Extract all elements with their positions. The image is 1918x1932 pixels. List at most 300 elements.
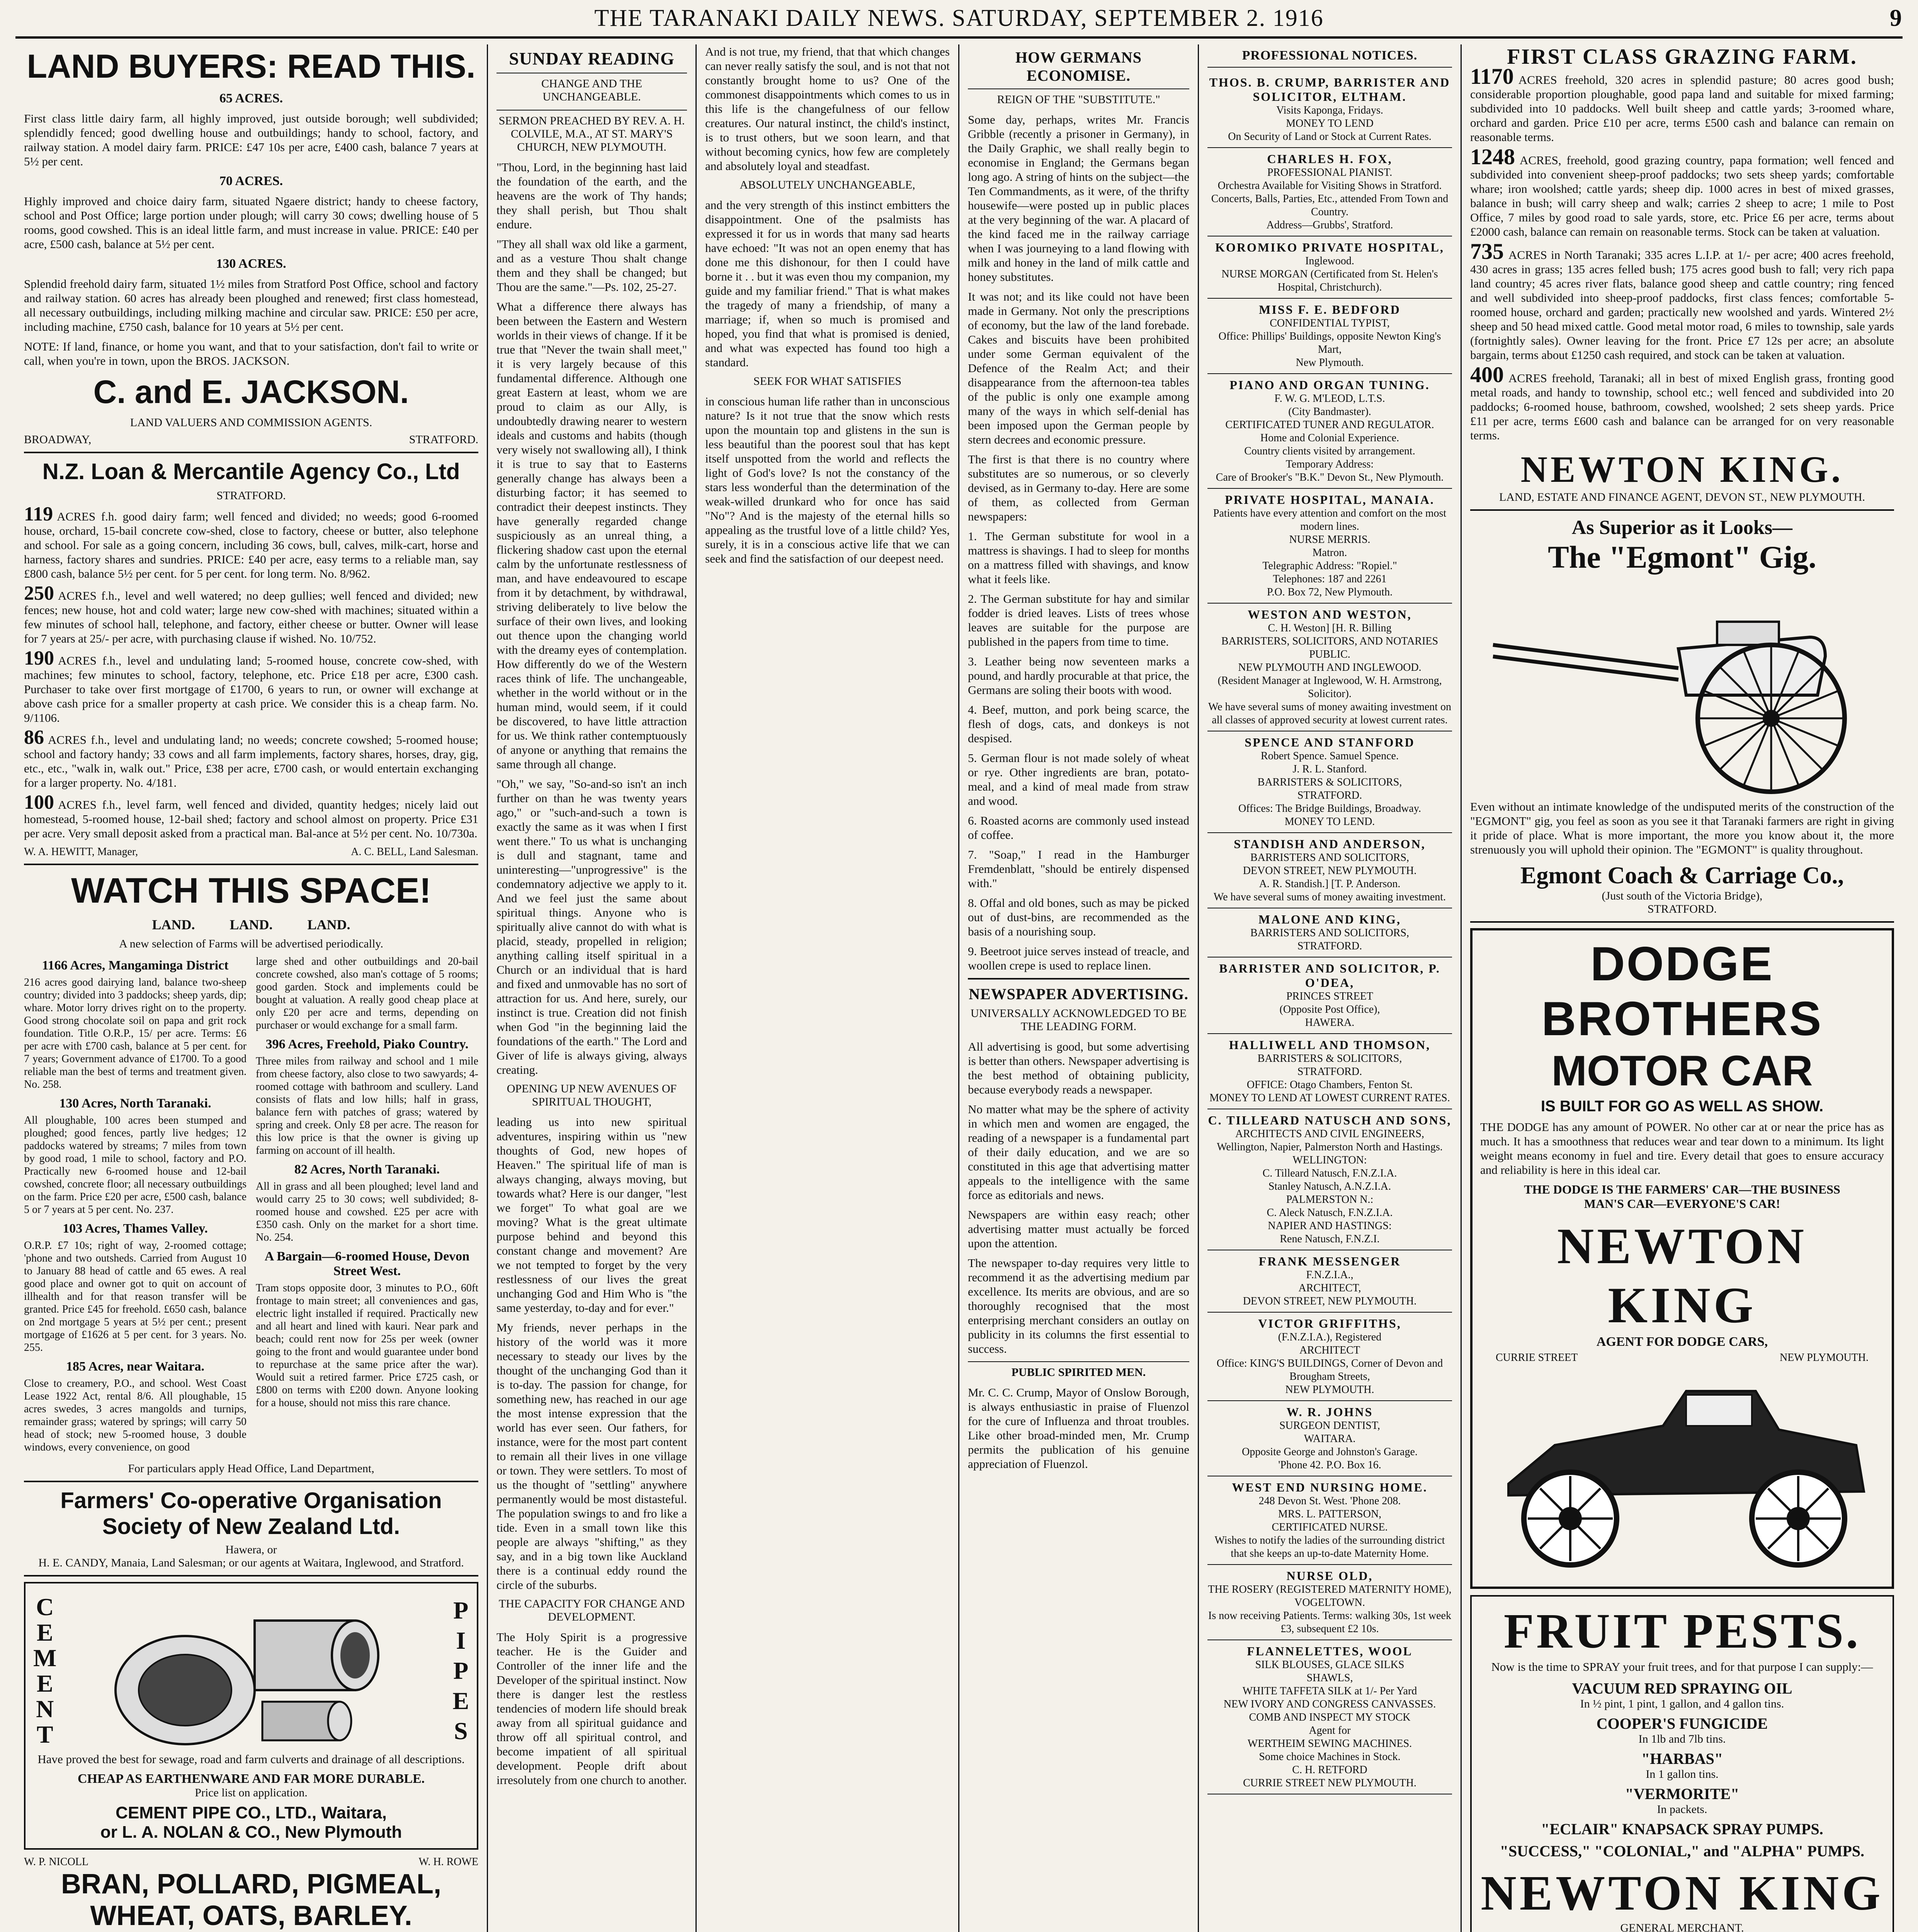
notice-line: OFFICE: Otago Chambers, Fenton St. [1246, 1079, 1413, 1091]
notice-line: Matron. [1312, 547, 1347, 559]
notice-line: (City Bandmaster). [1288, 406, 1371, 418]
notice-line: PRINCES STREET [1286, 990, 1373, 1002]
notice-line: Telephones: 187 and 2261 [1273, 573, 1387, 585]
ad-footer: For particulars apply Head Office, Land Department, [128, 1462, 374, 1475]
note-text: NOTE: If land, finance, or home you want, and that to your satisfaction, don't fail to write or call, when you're in town, upon the BROS. JACKSON. [24, 340, 478, 367]
product-line: "ECLAIR" KNAPSACK SPRAY PUMPS. [1541, 1820, 1823, 1838]
firm-place: STRATFORD. [1647, 903, 1717, 915]
notice-line: CONFIDENTIAL TYPIST, [1270, 317, 1390, 329]
listing-item [24, 726, 478, 790]
section-head: 65 ACRES. [219, 91, 283, 105]
listing-text: ACRES f.h., level farm, well fenced and divided, quantity hedges; nicely laid out homestead, 5-roomed house, 12-bail shed; factory and school almost on property. Price £31 per acre. Very small deposit asked from a practical man. Bal-ance at 5½ per cent. No. 10/730a. [24, 798, 478, 840]
notice-line: A. R. Standish.] [T. P. Anderson. [1259, 878, 1401, 890]
article-paragraph: And is not true, my friend, that that which changes can never really satisfy the soul, and is not that not constantly brought home to us? One of the commonest disappointments which comes to us in this life is the changefulness of our fellow creatures. Our natural instinct, the child's instinct, is to trust others, but we soon learn, and that without becoming cynics, how few are completely and absolutely loyal and steadfast. [705, 45, 950, 173]
notice-line: ARCHITECT [1299, 1344, 1360, 1356]
firm-name: CEMENT PIPE CO., LTD., Waitara, [116, 1803, 387, 1822]
acre-number: 1248 [1470, 144, 1515, 169]
professional-notice [1207, 833, 1452, 908]
cement-letter: N [36, 1695, 54, 1723]
notice-name: WEST END NURSING HOME. [1232, 1480, 1428, 1494]
ad-text: Have proved the best for sewage, road and farm culverts and drainage of all descriptions. [37, 1752, 465, 1766]
article-paragraph: The first is that there is no country where substitutes are so numerous, or so cleverly devised, as in Germany to-day. Here are some of them, as collected from German newspapers: [968, 452, 1189, 523]
article-subhead: THE CAPACITY FOR CHANGE AND DEVELOPMENT. [498, 1597, 685, 1623]
notice-line: Agent for [1309, 1725, 1351, 1736]
notice-line: ARCHITECT, [1298, 1282, 1361, 1294]
notice-line: DEVON STREET, NEW PLYMOUTH. [1243, 865, 1417, 877]
product-line: In ½ pint, 1 pint, 1 gallon, and 4 gallon tins. [1580, 1697, 1784, 1710]
pipes-letters [452, 1595, 469, 1746]
professional-notices [1207, 71, 1452, 1794]
notice-line: MONEY TO LEND [1286, 117, 1374, 129]
pipes-letter: I [456, 1627, 466, 1654]
firm-name: Egmont Coach & Carriage Co., [1520, 862, 1844, 889]
notice-name: PIANO AND ORGAN TUNING. [1229, 378, 1430, 392]
product-line: "SUCCESS," "COLONIAL," and "ALPHA" PUMPS. [1500, 1842, 1865, 1860]
notice-line: Wellington, Napier, Palmerston North and Hastings. [1217, 1141, 1443, 1153]
column-3 [695, 44, 958, 1932]
notice-name: CHARLES H. FOX, [1267, 152, 1393, 166]
notice-line: CERTIFICATED TUNER AND REGULATOR. [1225, 419, 1434, 431]
notice-line: C. H. RETFORD [1292, 1764, 1367, 1776]
professional-notice [1207, 1034, 1452, 1109]
professional-notice [1207, 374, 1452, 489]
ad-title: MOTOR CAR [1551, 1047, 1813, 1095]
notice-name: BARRISTER AND SOLICITOR, P. O'DEA, [1219, 961, 1440, 990]
ad-title-2: Society of New Zealand Ltd. [102, 1514, 400, 1539]
notice-line: 248 Devon St. West. 'Phone 208. [1258, 1495, 1401, 1507]
article-title: HOW GERMANS ECONOMISE. [1015, 49, 1142, 84]
listing-group [24, 503, 478, 840]
listing-text: ACRES, freehold, good grazing country, papa formation; well fenced and subdivided into convenient sheep-proof paddocks; two sets sheep yards; comfortable whare; iron woolshed; cattle yards; sheep dip. 1000 acres in best of mixed grasses, balance in bush; will carry sheep and walk; carries 2 sheep to acre; 1 mile to Post Office, 7 miles by good road to sale yards, store, etc. Price £6 per acre, terms about £2000 cash, balance can remain on reasonable terms. Stock can be taken at valuation. [1470, 153, 1894, 238]
listing-text: First class little dairy farm, all highly improved, just outside borough; well subdivided; splendidly fenced; good dwelling house and outbuildings; handy to school, factory, and railway station. A model dairy farm. PRICE: £47 10s per acre, £400 cash, balance 7 years at 5½ per cent. [24, 112, 478, 168]
article-paragraph: Some day, perhaps, writes Mr. Francis Gribble (recently a prisoner in Germany), in the Daily Graphic, we shall really begin to economise in England; the Germans began long ago. A string of hints on the subject—the Ten Commandments, as it were, of the thrifty housewife—were posted up in public places at the very beginning of the war. A placard of the kind faced me in the railway carriage when I was journeying to a land flowing with milk and honey in the land of milk cattle and honey substitutes. [968, 113, 1189, 284]
listing-item [24, 503, 478, 581]
cement-letter: T [36, 1721, 53, 1748]
acre-number: 400 [1470, 362, 1504, 387]
listing-text: Highly improved and choice dairy farm, situated Ngaere district; handy to cheese factory, school and Post Office; large portion under plough; will carry 30 cows; dwelling house of 5 rooms, good cowshed. This is an ideal little farm, and must increase in value. PRICE: £40 per acre, £500 cash, balance at 5½ per cent. [24, 194, 478, 251]
article-paragraph: The Holy Spirit is a progressive teacher. He is the Guider and Controller of the inner life and the Developer of the spiritual instinct. Now there is danger lest the restless tendencies of modern life should break away from all spiritual guidance and throw off all spiritual control, and become impatient of all spiritual development. People drift about irresolutely from one church to another. [497, 1630, 687, 1787]
firm-subtitle: GENERAL MERCHANT. [1620, 1922, 1744, 1932]
product-line: COOPER'S FUNGICIDE [1596, 1715, 1768, 1732]
cement-letter: C [36, 1593, 54, 1621]
article-body [497, 160, 687, 1787]
ad-intro: A new selection of Farms will be advertised periodically. [119, 937, 383, 950]
professional-notice [1207, 731, 1452, 833]
column-2 [487, 44, 695, 1932]
article-paragraph: leading us into new spiritual adventures, inspiring within us "new thoughts of God, new hopes of Heaven." The spiritual life of man is always changing, always moving, but towards what? Here is our danger, "lest we forget" To what goal are we moving? What is the great ultimate purpose behind and beyond this constant change and movement? Are we not tempted to forget by the very restlessness of our lives the great unchanging God and Him Who is "the same yesterday, to-day and for ever." [497, 1115, 687, 1315]
firm-name: C. and E. JACKSON. [93, 374, 409, 410]
column-5 [1198, 44, 1461, 1932]
professional-notice [1207, 1250, 1452, 1313]
pipes-letter: P [453, 1657, 469, 1684]
article-subtitle: UNIVERSALLY ACKNOWLEDGED TO BE THE LEADING FORM. [971, 1007, 1187, 1033]
notice-line: 'Phone 42. P.O. Box 16. [1278, 1459, 1381, 1471]
listing-item [1470, 362, 1894, 442]
proprietor-left: W. P. NICOLL [24, 1856, 88, 1868]
notice-line: WAITARA. [1304, 1433, 1356, 1445]
ad-claim: THE DODGE IS THE FARMERS' CAR—THE BUSINESS [1524, 1182, 1840, 1196]
notice-line: Office: KING'S BUILDINGS, Corner of Devon and Brougham Streets, [1216, 1357, 1443, 1383]
notice-line: J. R. L. Stanford. [1292, 763, 1367, 775]
pipes-illustration [108, 1590, 401, 1752]
section-title: PROFESSIONAL NOTICES. [1242, 48, 1418, 63]
notice-line: HAWERA. [1305, 1017, 1355, 1029]
rowe-ad [24, 1856, 478, 1932]
notice-line: F. W. G. M'LEOD, L.T.S. [1274, 393, 1385, 405]
notice-line: Orchestra Available for Visiting Shows in Stratford. [1217, 180, 1442, 192]
notice-line: Temporary Address: [1285, 458, 1374, 470]
article-subhead: ABSOLUTELY UNCHANGEABLE, [740, 179, 915, 191]
article-paragraph: My friends, never perhaps in the history of the world was it more necessary to steady our lives by the thought of the unchanging God than it is to-day. The passion for change, for something new, has reached in our age the most intense expression that the world has ever seen. Our fathers, for instance, were for the most part content to remain all their lives in one village or town. They were settlers. To most of us the thought of "settling" anywhere permanently would be most distasteful. The population swings to and fro like a tide. Even in a small town like this people are always "shifting," as they say, and in a big town like Auckland there is a continual eddy round the circle of the suburbs. [497, 1321, 687, 1592]
article-paragraph: 8. Offal and old bones, such as may be picked out of dust-bins, are recommended as the basis of a nourishing soup. [968, 896, 1189, 938]
notice-line: CERTIFICATED NURSE. [1272, 1521, 1388, 1533]
article-body [705, 44, 950, 566]
article-paragraph: and the very strength of this instinct embitters the disappointment. One of the psalmists has expressed it for us in words that many sad hearts have echoed: "It was not an open enemy that has done me this dishonour, for then I could have borne it . . but it was even thou my companion, my guide and my familiar friend." That is what makes the tragedy of many a friendship, of many a marriage; if, when so much is promised and hoped, you find that what is promised is denied, and what was expected has found too high a standard. [705, 198, 950, 369]
listing-column-left [24, 955, 247, 1459]
notice-line: BARRISTERS AND SOLICITORS, [1250, 927, 1409, 939]
notice-line: P.O. Box 72, New Plymouth. [1267, 586, 1393, 598]
column-4 [958, 44, 1198, 1932]
land-buyers-ad [24, 48, 478, 446]
article-paragraph: 2. The German substitute for hay and similar fodder is dried leaves. Lists of trees whose leaves are suitable for the purpose are published in the papers from time to time. [968, 592, 1189, 648]
address-right: NEW PLYMOUTH. [1779, 1352, 1869, 1364]
proprietor-right: W. H. ROWE [418, 1856, 478, 1868]
notice-line: NEW PLYMOUTH. [1285, 1384, 1374, 1396]
notice-name: THOS. B. CRUMP, BARRISTER AND SOLICITOR, ELTHAM. [1209, 75, 1450, 104]
acre-number: 735 [1470, 239, 1504, 264]
ad-pretitle: As Superior as it Looks— [1571, 517, 1793, 539]
article-paragraph: 3. Leather being now seventeen marks a pound, and hardly procurable at that price, the Germans are soling their boots with wood. [968, 655, 1189, 697]
address-right: STRATFORD. [409, 433, 478, 446]
listing-group [1470, 64, 1894, 442]
notice-line: MONEY TO LEND. [1284, 816, 1375, 828]
listing-column-right [256, 955, 478, 1459]
notice-line: ARCHITECTS AND CIVIL ENGINEERS, [1235, 1128, 1424, 1140]
column-1 [15, 44, 487, 1932]
product-line: In 1 gallon tins. [1646, 1768, 1719, 1781]
notice-name: MALONE AND KING, [1258, 912, 1401, 926]
listing-head: 103 Acres, Thames Valley. [63, 1221, 208, 1236]
notice-line: Home and Colonial Experience. [1260, 432, 1399, 444]
notice-line: BARRISTERS & SOLICITORS, [1257, 776, 1402, 788]
notice-name: PRIVATE HOSPITAL, MANAIA. [1225, 493, 1435, 507]
listing-text: ACRES f.h., level and well watered; no deep gullies; well fenced and divided; new fences; new house, hot and cold water; large new cow-shed with machines; situated within a few minutes of school hall, telephone, and factory, either cheese or butter. Owner will lease for 7 years at 25/- per acre, with purchasing clause if wished. No. 10/752. [24, 589, 478, 645]
acre-number: 86 [24, 726, 44, 748]
ad-tagline: IS BUILT FOR GO AS WELL AS SHOW. [1541, 1098, 1824, 1115]
ad-title: N.Z. Loan & Mercantile Agency Co., Ltd [42, 459, 460, 484]
listing-head: 1166 Acres, Mangaminga District [42, 958, 229, 973]
notice-line: Offices: The Bridge Buildings, Broadway. [1238, 803, 1421, 815]
listing-text: ACRES freehold, Taranaki; all in best of mixed English grass, fronting good metal roads, and handy to township, school etc.; well fenced and subdivided into 20 paddocks; 6-roomed house, bathroom, cowshed, woolshed; 2 sets sheep yards. Price £11 per acre, terms £600 cash and balance can be arranged for on very reasonable terms. [1470, 371, 1894, 442]
notice-line: C. H. Weston] [H. R. Billing [1268, 622, 1392, 634]
professional-notice [1207, 236, 1452, 299]
notice-line: SILK BLOUSES, GLACE SILKS [1255, 1659, 1404, 1671]
notice-line: On Security of Land or Stock at Current Rates. [1228, 131, 1432, 143]
listing-text: All in grass and all been ploughed; level land and would carry 25 to 30 cows; well subdivided; 8-roomed house and cowshed. £25 per acre with £350 cash. Only on the market for a short time. No. 254. [256, 1180, 478, 1243]
notice-line: C. Aleck Natusch, F.N.Z.I.A. [1267, 1207, 1393, 1219]
notice-line: Patients have every attention and comfort on the most modern lines. [1213, 507, 1447, 532]
article-subtitle: SERMON PREACHED BY REV. A. H. COLVILE, M.A., AT ST. MARY'S CHURCH, NEW PLYMOUTH. [498, 114, 685, 153]
cement-letters [33, 1594, 56, 1747]
listing-head: 130 Acres, North Taranaki. [59, 1096, 211, 1111]
ad-place: STRATFORD. [216, 489, 286, 502]
notice-line: Visits Kaponga, Fridays. [1276, 104, 1383, 116]
listing-head: 82 Acres, North Taranaki. [294, 1162, 440, 1177]
notice-line: (Opposite Post Office), [1279, 1003, 1380, 1015]
ad-tagline: CHEAP AS EARTHENWARE AND FAR MORE DURABLE. [77, 1772, 425, 1786]
acre-number: 1170 [1470, 64, 1514, 89]
notice-name: STANDISH AND ANDERSON, [1234, 837, 1426, 851]
ad-text: THE DODGE has any amount of POWER. No other car at or near the price has as much. It has a smoothness that reduces wear and tear down to a minimum. Its light weight means economy in fuel and tire. Every detail that goes to ensure accuracy and reliability is here in this ideal car. [1480, 1120, 1884, 1177]
notice-line: STRATFORD. [1297, 1066, 1362, 1078]
listing-head: 185 Acres, near Waitara. [66, 1359, 204, 1374]
page-number: 9 [1890, 5, 1903, 31]
acre-number: 119 [24, 503, 53, 525]
notice-line: NEW IVORY AND CONGRESS CANVASSES. [1223, 1698, 1436, 1710]
firm-name: NEWTON KING [1557, 1218, 1807, 1333]
listing-text: Tram stops opposite door, 3 minutes to P.O., 60ft frontage to main street; all conveniences and gas, electric light installed if required. Practically new and all heart and lined with kauri. Near park and beach; could rent now for 25s per week (owner going to the front and would guarantee under bond to repurchase at the same price after the war). Would suit a retired farmer. Price £725 cash, or £800 on terms with £200 down. Anyone looking for a house, should not miss this rare chance. [256, 1282, 478, 1409]
notice-line: Address—Grubbs', Stratford. [1266, 219, 1393, 231]
notice-line: BARRISTERS AND SOLICITORS, [1250, 852, 1409, 864]
article-paragraph: The newspaper to-day requires very little to recommend it as the advertising medium par excellence. Its merits are obvious, and are so thoroughly recognised that the most enterprising merchant considers an outlay on publicity in its columns the first essential to success. [968, 1256, 1189, 1355]
notice-line: THE ROSERY (REGISTERED MATERNITY HOME), VOGELTOWN. [1208, 1583, 1452, 1609]
notice-name: SPENCE AND STANFORD [1245, 735, 1415, 749]
section-head: 70 ACRES. [219, 174, 283, 188]
listing-text: ACRES f.h., level and undulating land; no weeds; concrete cowshed; 5-roomed house; school and factory handy; 33 cows and all farm implements, factory shares, horses, dray, gig, etc., etc., "walk in, walk out." Price, £38 per acre, £700 cash, or would entertain exchanging for a larger property. No. 4/181. [24, 733, 478, 789]
notice-name: KOROMIKO PRIVATE HOSPITAL, [1215, 240, 1444, 254]
notice-line: Concerts, Balls, Parties, Etc., attended From Town and Country. [1211, 193, 1449, 218]
agent-label: AGENT FOR DODGE CARS, [1596, 1335, 1768, 1349]
notice-name: W. R. JOHNS [1286, 1405, 1373, 1419]
article-paragraph: Newspapers are within easy reach; other advertising matter must actually be forced upon the attention. [968, 1208, 1189, 1250]
ad-place: Hawera, or [225, 1543, 277, 1556]
product-list [1479, 1679, 1885, 1860]
salesman-name: A. C. BELL, Land Salesman. [351, 846, 478, 858]
notice-line: (Resident Manager at Inglewood, W. H. Armstrong, Solicitor). [1217, 675, 1442, 700]
cement-letter: M [33, 1644, 57, 1672]
listing-text: O.R.P. £7 10s; right of way, 2-roomed cottage; 'phone and two outsheds. Carried from August 10 to January 88 head of cattle and 65 ewes. A real good place and owner got to quit on account of illhealth and for that reason transfer will be granted. Price £45 for freehold. £650 cash, balance on 2nd mortgage 5 years at 5½ per cent.; present mortgage of £1626 at 5 per cent. for 3 years. No. 255. [24, 1240, 247, 1354]
notice-line: C. Tilleard Natusch, F.N.Z.I.A. [1262, 1167, 1397, 1179]
address-left: BROADWAY, [24, 433, 92, 446]
professional-notice [1207, 489, 1452, 604]
ad-subtitle: LAND. LAND. LAND. [152, 917, 350, 932]
article-paragraph: "They all shall wax old like a garment, and as a vesture Thou shalt change them and they shall be changed; but Thou are the same."—Ps. 102, 25-27. [497, 237, 687, 294]
notice-line: Some choice Machines in Stock. [1259, 1751, 1401, 1763]
cement-letter: E [36, 1619, 53, 1646]
cement-letter: E [36, 1670, 53, 1697]
section-head: 130 ACRES. [216, 257, 286, 271]
notice-line: WERTHEIM SEWING MACHINES. [1247, 1738, 1412, 1750]
acre-number: 250 [24, 582, 54, 604]
listing-text: large shed and other outbuildings and 20-bail concrete cowshed, also man's cottage of 5 rooms; good garden. Stock and implements could be bought at valuation. A really good cheap place at only £20 per acre and terms, depending on purchaser or would exchange for a small farm. [256, 956, 478, 1031]
article-paragraph: 1. The German substitute for wool in a mattress is shavings. I had to sleep for months on a mattress filled with shavings, and know what it feels like. [968, 529, 1189, 586]
professional-notice [1207, 71, 1452, 148]
notice-line: STRATFORD. [1297, 789, 1362, 801]
product-line: VACUUM RED SPRAYING OIL [1572, 1680, 1792, 1697]
article-paragraph: "Thou, Lord, in the beginning hast laid the foundation of the earth, and the heavens are the work of Thy hands; they shall perish, but Thou shalt endure. [497, 160, 687, 231]
article-text: Mr. C. C. Crump, Mayor of Onslow Borough, is always enthusiastic in praise of Fluenzol for the cure of Influenza and throat troubles. Like other broad-minded men, Mr. Crump permits the publication of his genuine appreciation of Fluenzol. [968, 1386, 1189, 1471]
notice-line: WELLINGTON: [1292, 1154, 1367, 1166]
notice-line: PALMERSTON N.: [1286, 1194, 1374, 1206]
notice-line: SHAWLS, [1306, 1672, 1353, 1684]
section-title: SUNDAY READING [509, 49, 675, 68]
professional-notice [1207, 1476, 1452, 1565]
ad-title: LAND BUYERS: READ THIS. [27, 48, 476, 85]
listing-text: ACRES in North Taranaki; 335 acres L.I.P. at 1/- per acre; 400 acres freehold, 430 acres in grass; 135 acres felled bush; 175 acres good bush to fall; very rich papa land country; 45 acres river flats, balance good sheep and cattle country; ring fenced and well subdivided into sheep-proof paddocks, first class fences; comfortable 5-roomed house, orchard and garden; practically new woolshed and yards. Wintered 2½ sheep and 50 head mixed cattle. Good metal motor road, 6 miles to township, sale yards (fortnightly sales). Owner leaving for the front. Price £7 12s per acre; an absolute bargain, terms about £1250 cash required, and stock can be taken at valuation. [1470, 248, 1894, 362]
notice-line: Stanley Natusch, A.N.Z.I.A. [1268, 1180, 1391, 1192]
professional-notice [1207, 1313, 1452, 1401]
gig-illustration [1478, 579, 1887, 796]
ad-line: WHEAT, OATS, BARLEY. [90, 1900, 412, 1931]
listing-text: All ploughable, 100 acres been stumped and ploughed; good fences, partly live hedges; 12 paddocks watered by streams; 7 miles from town by good road, 1 mile to school, factory and P.O. Practically new 6-roomed house and 12-bail cowshed, concrete floor; all necessary outbuildings on the farm. Price £20 per acre, £500 cash, balance 5 or 7 years at 5 per cent. No. 237. [24, 1114, 247, 1216]
notice-line: Office: Phillips' Buildings, opposite Newton King's Mart, [1218, 330, 1441, 355]
professional-notice [1207, 957, 1452, 1034]
article-subhead: OPENING UP NEW AVENUES OF SPIRITUAL THOUGHT, [507, 1082, 677, 1108]
notice-line: We have several sums of money awaiting investment on all classes of approved security at lowest current rates. [1208, 701, 1452, 726]
ad-title: WATCH THIS SPACE! [71, 871, 431, 910]
listing-text: Three miles from railway and school and 1 mile from cheese factory, also close to two sawyards; 4-roomed cottage with bathroom and scullery. Land consists of flats and low hills; half in grass, balance fern with patches of grass; watered by spring and creek. Only £8 per acre. The reason for this low price is that the owner is giving up farming on account of ill health. [256, 1055, 478, 1156]
notice-line: Opposite George and Johnston's Garage. [1242, 1446, 1418, 1458]
article-subtitle: REIGN OF THE "SUBSTITUTE." [997, 93, 1160, 106]
listing-text: ACRES f.h., level and undulating land; 5-roomed house, concrete cow-shed, with machines; few minutes to school, factory, telephone, etc. Price £18 per acre, £300 cash. Purchaser to take over first mortgage of £1700, 6 years to run, or owner will exchange at above cash price for a smaller property at cash price. We consider this is a cheap farm. No. 9/1106. [24, 654, 478, 724]
ad-title: FRUIT PESTS. [1503, 1604, 1861, 1658]
article-title: PUBLIC SPIRITED MEN. [1011, 1366, 1146, 1379]
notice-line: CURRIE STREET NEW PLYMOUTH. [1243, 1777, 1416, 1789]
grazing-farm-ad [1470, 44, 1894, 504]
article-paragraph: in conscious human life rather than in unconscious nature? Is it not true that the snow which rests upon the mountain top and glistens in the sun is less beautiful than the poorest soul that has kept itself unspotted from the world and reflects the light of God's love? Is not the constancy of the stars less wonderful than the determination of the weak-willed drunkard who for once has said "No"? And is the majesty of the eternal hills so appealing as the trustful love of a little child? Yes, surely, it is in a conscious active life that we can seek and find the satisfaction of our deepest need. [705, 395, 950, 565]
article-paragraph: It was not; and its like could not have been made in Germany. Not only the prescriptions of economy, but the law of the land forebade. Cakes and biscuits have been prohibited under some German equivalent of the Defence of the Realm Act; and their disappearance from the afternoon-tea tables of the public is only one example among many of the ways in which self-denial has been imposed upon the German people by stern decrees and economic pressure. [968, 290, 1189, 446]
firm-name-2: or L. A. NOLAN & CO., New Plymouth [100, 1823, 402, 1842]
notice-line: DEVON STREET, NEW PLYMOUTH. [1243, 1295, 1417, 1307]
firm-name: NEWTON KING. [1520, 449, 1844, 490]
listing-text: Close to creamery, P.O., and school. West Coast Lease 1922 Act, rental 8/6. All ploughable, 15 acres swedes, 3 acres mangolds and turnips, remainder grass; watered by springs; will carry 50 head of stock; new 5-roomed house, 3 double windows, every convenience, on good [24, 1378, 247, 1453]
notice-line: New Plymouth. [1296, 357, 1364, 369]
firm-subtitle: LAND VALUERS AND COMMISSION AGENTS. [130, 416, 372, 429]
article-paragraph: 9. Beetroot juice serves instead of treacle, and woollen crepe is used to replace linen. [968, 944, 1189, 972]
address-left: CURRIE STREET [1496, 1352, 1578, 1364]
brand-name: DODGE BROTHERS [1541, 937, 1823, 1046]
article-body [968, 1039, 1189, 1356]
nz-loan-ad [24, 459, 478, 858]
article-title: NEWSPAPER ADVERTISING. [969, 985, 1189, 1003]
notice-line: Rene Natusch, F.N.Z.I. [1280, 1233, 1380, 1245]
notice-name: HALLIWELL AND THOMSON, [1229, 1038, 1431, 1052]
notice-line: Is now receiving Patients. Terms: walking 30s, 1st week £3, subsequent £2 10s. [1208, 1610, 1451, 1635]
ad-text: Even without an intimate knowledge of the undisputed merits of the construction of the "EGMONT" gig, you feel as soon as you see it that Taranaki farmers are right in giving it pride of place. What is more important, the more you know about it, the more strenuously you will uphold their opinion. The "EGMONT" is quality throughout. [1470, 800, 1894, 856]
product-line: In packets. [1657, 1803, 1707, 1816]
notice-line: (F.N.Z.I.A.), Registered [1278, 1331, 1382, 1343]
listing-item [24, 582, 478, 646]
car-illustration [1485, 1368, 1879, 1577]
ad-claim-2: MAN'S CAR—EVERYONE'S CAR! [1584, 1197, 1780, 1211]
professional-notice [1207, 1401, 1452, 1476]
notice-line: NURSE MORGAN (Certificated from St. Helen's Hospital, Christchurch). [1221, 268, 1438, 293]
acre-number: 190 [24, 647, 54, 669]
professional-notice [1207, 1565, 1452, 1640]
listing-item [1470, 239, 1894, 362]
ad-title: The "Egmont" Gig. [1548, 539, 1816, 575]
article-body [968, 112, 1189, 973]
notice-line: NEW PLYMOUTH AND INGLEWOOD. [1238, 662, 1421, 673]
notice-name: WESTON AND WESTON, [1248, 607, 1412, 621]
notice-line: Inglewood. [1305, 255, 1354, 267]
dodge-brothers-ad [1470, 928, 1894, 1589]
ad-title: FIRST CLASS GRAZING FARM. [1507, 45, 1857, 69]
professional-notice [1207, 604, 1452, 731]
column-6 [1461, 44, 1903, 1932]
article-paragraph: 4. Beef, mutton, and pork being scarce, the flesh of dogs, cats, and donkeys is not despised. [968, 703, 1189, 745]
article-paragraph: All advertising is good, but some advertising is better than others. Newspaper advertising is the best method of obtaining publicity, because everybody reads a newspaper. [968, 1040, 1189, 1096]
notice-line: Wishes to notify the ladies of the surrounding district that she keeps an up-to-date Maternity Home. [1214, 1534, 1445, 1560]
article-subhead: SEEK FOR WHAT SATISFIES [753, 375, 902, 388]
firm-subtitle: LAND, ESTATE AND FINANCE AGENT, DEVON ST., NEW PLYMOUTH. [1499, 491, 1865, 503]
article-paragraph: "Oh," we say, "So-and-so isn't an inch further on than he was twenty years ago," or "such-and-such a town is exactly the same as it was when I first went there." To us what is unchanging is dull and stagnant, tame and uninteresting—"unprogressive" is the condemnatory adjective we apply to it. And we feel just the same about spiritual things. Anyone who is spiritually alive cannot do with what is placid, steady, propelled in religion; anything calling itself spiritual in a Church or an individual that is hard and fixed and unmovable has no sort of attraction for us. And here, surely, our instinct is true. Creation did not finish when God "in the beginning laid the foundations of the earth." The Lord and Giver of life is always giving, always creating. [497, 777, 687, 1077]
notice-line: NURSE MERRIS. [1289, 534, 1370, 546]
article-paragraph: What a difference there always has been between the Eastern and Western worlds in their views of change. If it be true that "Never the twain shall meet," it is very largely because of this fundamental difference. Although one great Eastern at least, whom we are proud to claim as our Ally, is undoubtedly drawing nearer to western ideals and customs and habits (though very wisely not swallowing all), I think it is true to say that to Easterns generally change has always been a disturbing factor; it has seemed to contradict their deepest instincts. They have generally regarded change suspiciously as an unreal thing, a flickering shadow cast upon the eternal calm by the unfortunate restlessness of man, and have endeavoured to escape from it by detachment, by withdrawal, striving deliberately to live below the surface of their own lives, and looking out thence upon the changing world with the dreamy eyes of contemplation. How differently do we of the Western races think of life. The unchangeable, whether in the world without or in the human mind, would seem, if it could be discovered, to have little attraction for us. We think rather contemptuously of anyone or anything that remains the same through all change. [497, 300, 687, 771]
notice-name: VICTOR GRIFFITHS, [1258, 1316, 1401, 1330]
listing-text: ACRES freehold, 320 acres in splendid pasture; 80 acres good bush; considerable proportion ploughable, good papa land and suitable for mixed farming; subdivided into 10 paddocks. Well built sheep and cattle yards; 3-roomed whare, orchard and garden. Price £10 per acre, terms £500 cash and balance can remain on reasonable terms. [1470, 73, 1894, 144]
product-line: "HARBAS" [1641, 1750, 1723, 1767]
notice-line: SURGEON DENTIST, [1279, 1420, 1380, 1432]
manager-name: W. A. HEWITT, Manager, [24, 846, 138, 858]
listing-item [1470, 64, 1894, 144]
product-line: In 1lb and 7lb tins. [1638, 1733, 1726, 1745]
masthead [15, 0, 1903, 39]
listing-item [24, 647, 478, 725]
ad-text: Price list on application. [195, 1786, 308, 1799]
acre-number: 100 [24, 791, 54, 813]
article-paragraph: 5. German flour is not made solely of wheat or rye. Other ingredients are bran, potato-meal, and a kind of meal made from straw and wood. [968, 751, 1189, 808]
ad-agents: H. E. CANDY, Manaia, Land Salesman; or our agents at Waitara, Inglewood, and Stratford. [38, 1556, 464, 1569]
notice-name: MISS F. E. BEDFORD [1259, 303, 1401, 316]
professional-notice [1207, 148, 1452, 236]
egmont-gig-ad [1470, 516, 1894, 916]
notice-line: F.N.Z.I.A., [1306, 1269, 1353, 1281]
farmers-coop-ad [24, 1488, 478, 1570]
ad-title: Farmers' Co-operative Organisation [60, 1488, 442, 1513]
listing-text: 216 acres good dairying land, balance two-sheep country; divided into 3 paddocks; sheep yards, dip; whare. Motor lorry drives right on to the property. Good strong chocolate soil on papa and grit rock foundation. Title O.R.P., 15/ per acre. Terms: £6 per acre with £700 cash, balance at 5 per cent. for 7 years; Government advance of £1700. To a good reliable man the best of terms and treatment given. No. 258. [24, 976, 247, 1090]
article-paragraph: No matter what may be the sphere of activity in which men and women are engaged, the reading of a newspaper is a fundamental part of their daily education, and we are so constituted in this age that advertising matter appeals to the intelligence with the same force as editorials and news. [968, 1102, 1189, 1202]
professional-notice [1207, 1109, 1452, 1250]
listing-text: ACRES f.h. good dairy farm; well fenced and divided; no weeds; good 6-roomed house, orchard, 15-bail concrete cow-shed, close to factory, cheese or butter, also telephone and school. For sale as a going concern, including 36 cows, bull, calves, milk-cart, horse and harness, factory shares and sundries. PRICE: £40 per acre, easy terms to a reliable man, say £800 cash, balance 5½ per cent. for 5 per cent. for long term. No. 8/962. [24, 510, 478, 580]
fruit-pests-ad [1470, 1595, 1894, 1932]
product-line: "VERMORITE" [1625, 1785, 1739, 1803]
notice-line: Care of Brooker's "B.K." Devon St., New Plymouth. [1216, 471, 1444, 483]
notice-name: FLANNELETTES, WOOL [1247, 1644, 1413, 1658]
pipes-letter: P [453, 1597, 469, 1624]
listing-head: A Bargain—6-roomed House, Devon Street West. [264, 1249, 470, 1278]
listing-item [1470, 144, 1894, 239]
professional-notice [1207, 908, 1452, 957]
listing-item [24, 791, 478, 840]
notice-line: We have several sums of money awaiting investment. [1213, 891, 1446, 903]
professional-notice [1207, 299, 1452, 374]
ad-line: BRAN, POLLARD, PIGMEAL, [61, 1869, 441, 1900]
pipes-letter: S [454, 1717, 468, 1745]
firm-name: NEWTON KING [1481, 1866, 1884, 1920]
notice-line: MRS. L. PATTERSON, [1278, 1508, 1382, 1520]
notice-name: C. TILLEARD NATUSCH AND SONS, [1208, 1113, 1452, 1127]
notice-line: Robert Spence. Samuel Spence. [1261, 750, 1399, 762]
notice-line: Telegraphic Address: "Ropiel." [1262, 560, 1397, 572]
notice-line: MONEY TO LEND AT LOWEST CURRENT RATES. [1209, 1092, 1450, 1104]
listing-head: 396 Acres, Freehold, Piako Country. [265, 1037, 469, 1051]
article-title: CHANGE AND THE UNCHANGEABLE. [541, 77, 643, 103]
notice-name: FRANK MESSENGER [1258, 1254, 1401, 1268]
notice-line: STRATFORD. [1297, 940, 1362, 952]
firm-subtitle: (Just south of the Victoria Bridge), [1602, 889, 1763, 902]
notice-line: BARRISTERS & SOLICITORS, [1257, 1053, 1402, 1065]
